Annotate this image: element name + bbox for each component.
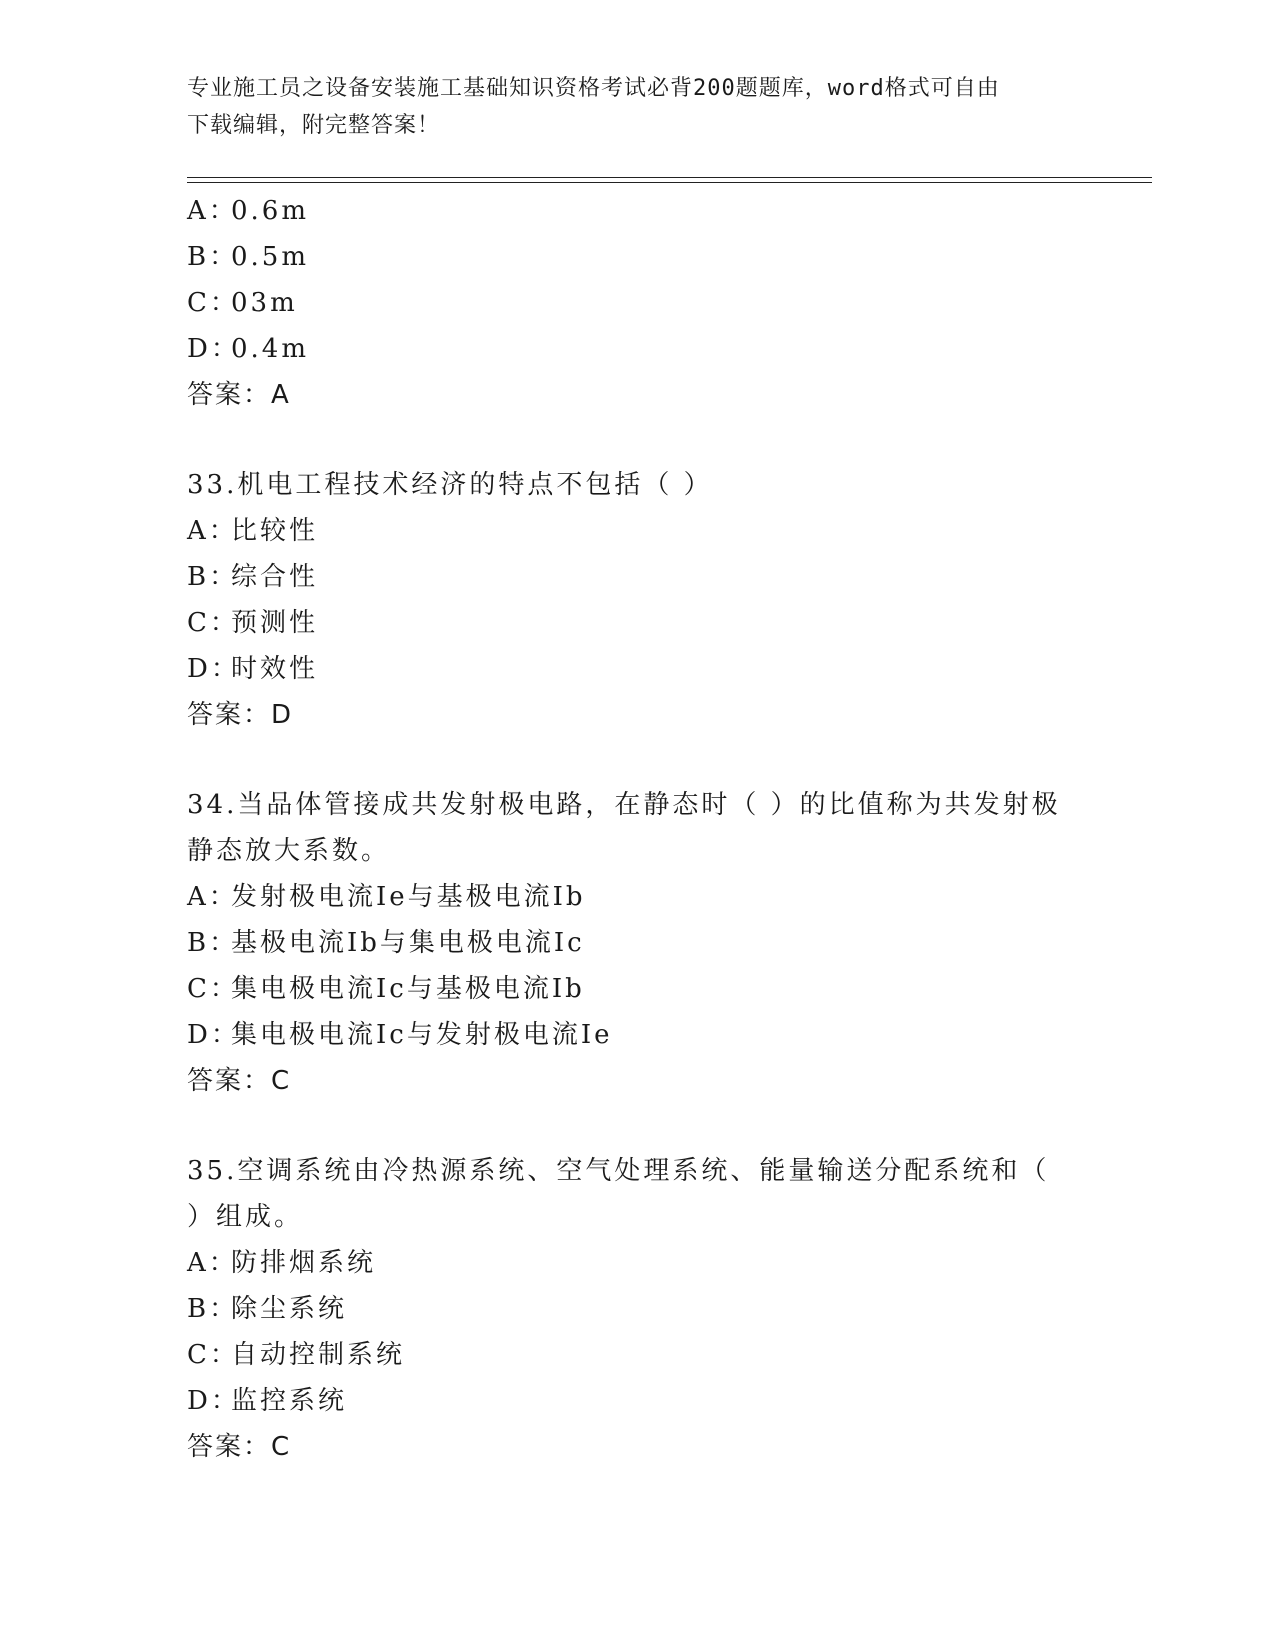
question-33-stem: 33.机电工程技术经济的特点不包括（ ）: [187, 470, 713, 500]
option-a: A：比较性: [187, 516, 319, 546]
option-d: D：监控系统: [187, 1386, 348, 1416]
option-c: C：自动控制系统: [187, 1340, 406, 1370]
question-33-answer: 答案：D: [187, 700, 294, 730]
question-34-stem-line-2: 静态放大系数。: [187, 836, 391, 866]
question-35-stem-line-2: ）组成。: [187, 1202, 304, 1232]
question-34-stem-line-1: 34.当品体管接成共发射极电路，在静态时（ ）的比值称为共发射极: [187, 790, 1061, 820]
header-line-1: 专业施工员之设备安装施工基础知识资格考试必背200题题库，word格式可自由: [187, 76, 1000, 101]
option-c: C：预测性: [187, 608, 319, 638]
document-header: [187, 70, 1087, 144]
option-d: D：0.4m: [187, 334, 310, 364]
question-list: [187, 188, 1087, 1470]
question-34: [187, 782, 1087, 1104]
option-b: B：综合性: [187, 562, 319, 592]
question-32-answer: 答案：A: [187, 380, 291, 410]
option-d: D：集电极电流Ic与发射极电流Ie: [187, 1020, 613, 1050]
option-d: D：时效性: [187, 654, 319, 684]
option-c: C：集电极电流Ic与基极电流Ib: [187, 974, 585, 1004]
question-35: [187, 1148, 1087, 1470]
question-32-options: [187, 188, 1087, 418]
option-a: A：发射极电流Ie与基极电流Ib: [187, 882, 586, 912]
option-c: C：03m: [187, 288, 298, 318]
header-divider-bottom: [187, 182, 1152, 183]
option-a: A：防排烟系统: [187, 1248, 377, 1278]
option-b: B：0.5m: [187, 242, 310, 272]
header-line-2: 下载编辑，附完整答案！: [187, 113, 441, 138]
question-33: [187, 462, 1087, 738]
option-b: B：除尘系统: [187, 1294, 348, 1324]
question-35-stem-line-1: 35.空调系统由冷热源系统、空气处理系统、能量输送分配系统和（: [187, 1156, 1050, 1186]
question-34-answer: 答案：C: [187, 1066, 292, 1096]
header-divider-top: [187, 177, 1152, 178]
option-b: B：基极电流Ib与集电极电流Ic: [187, 928, 585, 958]
option-a: A：0.6m: [187, 196, 310, 226]
question-35-answer: 答案：C: [187, 1432, 292, 1462]
